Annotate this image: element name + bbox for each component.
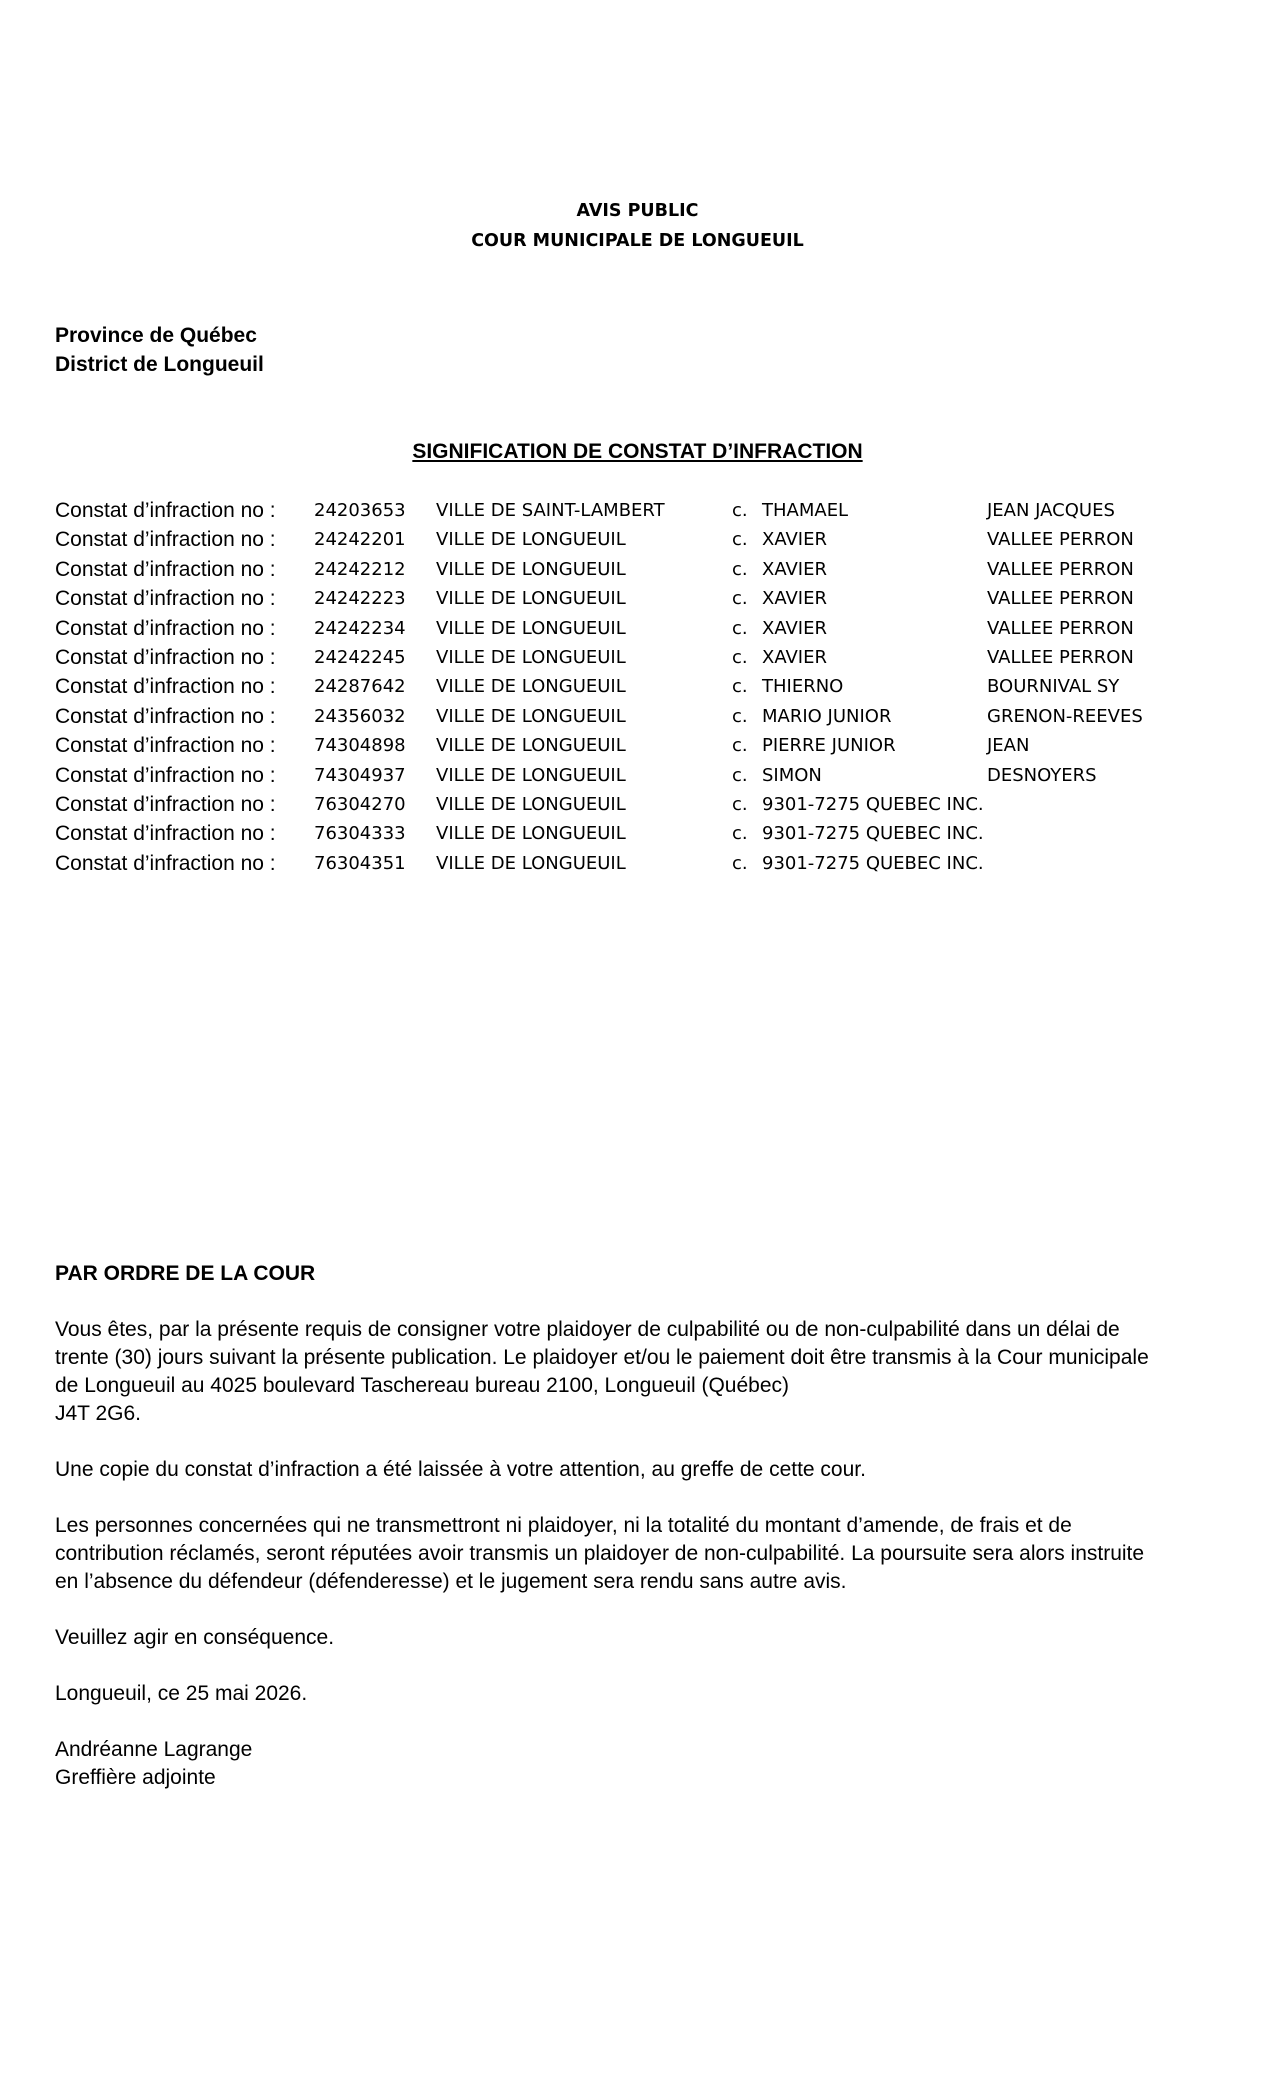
district-line: District de Longueuil	[55, 353, 264, 376]
province-line: Province de Québec	[55, 324, 257, 347]
defendant-company-name: 9301-7275 QUEBEC INC.	[762, 823, 984, 845]
copy-notice-paragraph: Une copie du constat d’infraction a été laissée à votre attention, au greffe de cette cour.	[55, 1458, 866, 1481]
constat-number: 24242212	[314, 558, 406, 580]
paragraph-line: de Longueuil au 4025 boulevard Taschereau bureau 2100, Longueuil (Québec)	[55, 1374, 790, 1397]
constat-city: VILLE DE LONGUEUIL	[436, 646, 626, 668]
defendant-first-name: XAVIER	[762, 529, 827, 551]
constat-number: 24356032	[314, 705, 406, 727]
constat-versus: c.	[732, 558, 748, 580]
section-title: SIGNIFICATION DE CONSTAT D’INFRACTION	[412, 440, 863, 463]
constat-row	[55, 819, 1220, 848]
paragraph-line: Vous êtes, par la présente requis de consigner votre plaidoyer de culpabilité ou de non-culpabilité dans un délai de	[55, 1318, 1120, 1341]
notice-body	[55, 1260, 1225, 1820]
defendant-first-name: THIERNO	[762, 676, 844, 698]
defendant-last-name: GRENON-REEVES	[987, 705, 1143, 727]
defendant-first-name: XAVIER	[762, 617, 827, 639]
order-heading: PAR ORDRE DE LA COUR	[55, 1262, 316, 1285]
constat-versus: c.	[732, 735, 748, 757]
defendant-first-name: MARIO JUNIOR	[762, 705, 892, 727]
paragraph-line: contribution réclamés, seront réputées avoir transmis un plaidoyer de non-culpabilité. La poursuite sera alors instruite	[55, 1542, 1145, 1565]
date-line: Longueuil, ce 25 mai 2026.	[55, 1682, 308, 1705]
defendant-first-name: SIMON	[762, 764, 822, 786]
act-accordingly-paragraph: Veuillez agir en conséquence.	[55, 1626, 335, 1649]
plea-instructions-paragraph	[55, 1316, 1225, 1428]
constat-row	[55, 614, 1220, 643]
constat-city: VILLE DE LONGUEUIL	[436, 558, 626, 580]
constat-versus: c.	[732, 823, 748, 845]
constat-versus: c.	[732, 500, 748, 521]
constat-number: 76304270	[314, 793, 406, 815]
constat-city: VILLE DE LONGUEUIL	[436, 588, 626, 610]
constat-versus: c.	[732, 676, 748, 698]
defendant-company-name: 9301-7275 QUEBEC INC.	[762, 852, 984, 874]
constat-city: VILLE DE LONGUEUIL	[436, 705, 626, 727]
defendant-company-name: 9301-7275 QUEBEC INC.	[762, 793, 984, 815]
defendant-last-name: VALLEE PERRON	[987, 588, 1134, 610]
constat-row	[55, 849, 1220, 878]
constat-label: Constat d’infraction no :	[55, 675, 276, 699]
defendant-first-name: XAVIER	[762, 588, 827, 610]
constat-number: 76304351	[314, 852, 406, 874]
defendant-last-name: VALLEE PERRON	[987, 529, 1134, 551]
constat-city: VILLE DE LONGUEUIL	[436, 529, 626, 551]
constat-row	[55, 761, 1220, 790]
jurisdiction-block	[55, 321, 264, 379]
paragraph-line: en l’absence du défendeur (défenderesse) et le jugement sera rendu sans autre avis.	[55, 1570, 847, 1593]
constat-row	[55, 525, 1220, 554]
constat-label: Constat d’infraction no :	[55, 645, 276, 669]
constat-versus: c.	[732, 646, 748, 668]
constat-row	[55, 672, 1220, 701]
paragraph-line: trente (30) jours suivant la présente publication. Le plaidoyer et/ou le paiement doit être transmis à la Cour municipale	[55, 1346, 1149, 1369]
constat-label: Constat d’infraction no :	[55, 616, 276, 640]
constat-label: Constat d’infraction no :	[55, 734, 276, 758]
constat-city: VILLE DE SAINT-LAMBERT	[436, 500, 665, 521]
constat-number: 24242234	[314, 617, 406, 639]
constat-number: 24242245	[314, 646, 406, 668]
constat-number: 24242223	[314, 588, 406, 610]
paragraph-line: Les personnes concernées qui ne transmettront ni plaidoyer, ni la totalité du montant d’amende, de frais et de	[55, 1514, 1072, 1537]
signatory-title: Greffière adjointe	[55, 1766, 216, 1789]
defendant-last-name: VALLEE PERRON	[987, 558, 1134, 580]
constats-list	[55, 496, 1220, 878]
constat-versus: c.	[732, 617, 748, 639]
constat-row	[55, 555, 1220, 584]
constat-number: 24242201	[314, 529, 406, 551]
court-name: COUR MUNICIPALE DE LONGUEUIL	[471, 231, 804, 251]
constat-row	[55, 496, 1220, 525]
notice-title: AVIS PUBLIC	[576, 201, 699, 221]
constat-row	[55, 643, 1220, 672]
constat-label: Constat d’infraction no :	[55, 822, 276, 846]
signature-block	[55, 1736, 1225, 1792]
constat-versus: c.	[732, 529, 748, 551]
constat-versus: c.	[732, 705, 748, 727]
constat-number: 76304333	[314, 823, 406, 845]
constat-city: VILLE DE LONGUEUIL	[436, 852, 626, 874]
constat-number: 24203653	[314, 500, 406, 521]
postal-code-line: J4T 2G6.	[55, 1402, 141, 1425]
constat-row	[55, 731, 1220, 760]
defendant-first-name: XAVIER	[762, 558, 827, 580]
defendant-last-name: VALLEE PERRON	[987, 646, 1134, 668]
defendant-first-name: PIERRE JUNIOR	[762, 735, 896, 757]
defendant-last-name: BOURNIVAL SY	[987, 676, 1120, 698]
constat-label: Constat d’infraction no :	[55, 792, 276, 816]
constat-label: Constat d’infraction no :	[55, 587, 276, 611]
default-plea-paragraph	[55, 1512, 1225, 1596]
constat-row	[55, 584, 1220, 613]
constat-label: Constat d’infraction no :	[55, 499, 276, 522]
constat-city: VILLE DE LONGUEUIL	[436, 764, 626, 786]
constat-number: 74304937	[314, 764, 406, 786]
defendant-first-name: THAMAEL	[762, 500, 849, 521]
constat-label: Constat d’infraction no :	[55, 851, 276, 875]
constat-row	[55, 790, 1220, 819]
constat-label: Constat d’infraction no :	[55, 557, 276, 581]
constat-city: VILLE DE LONGUEUIL	[436, 735, 626, 757]
constat-versus: c.	[732, 793, 748, 815]
constat-versus: c.	[732, 852, 748, 874]
constat-label: Constat d’infraction no :	[55, 763, 276, 787]
notice-header	[0, 196, 1275, 256]
signatory-name: Andréanne Lagrange	[55, 1738, 253, 1761]
constat-versus: c.	[732, 588, 748, 610]
constat-number: 24287642	[314, 676, 406, 698]
defendant-last-name: JEAN JACQUES	[987, 500, 1115, 521]
constat-label: Constat d’infraction no :	[55, 704, 276, 728]
constat-city: VILLE DE LONGUEUIL	[436, 676, 626, 698]
constat-city: VILLE DE LONGUEUIL	[436, 617, 626, 639]
defendant-last-name: JEAN	[987, 735, 1030, 757]
constat-row	[55, 702, 1220, 731]
defendant-last-name: VALLEE PERRON	[987, 617, 1134, 639]
defendant-first-name: XAVIER	[762, 646, 827, 668]
constat-number: 74304898	[314, 735, 406, 757]
constat-city: VILLE DE LONGUEUIL	[436, 823, 626, 845]
constat-city: VILLE DE LONGUEUIL	[436, 793, 626, 815]
constat-label: Constat d’infraction no :	[55, 528, 276, 552]
constat-versus: c.	[732, 764, 748, 786]
defendant-last-name: DESNOYERS	[987, 764, 1097, 786]
